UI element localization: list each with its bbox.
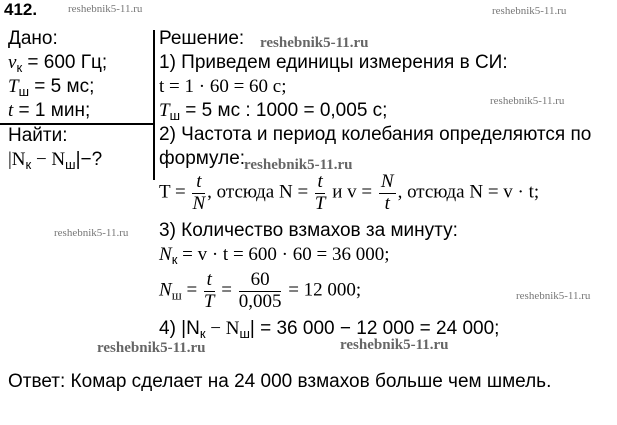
answer: Ответ: Комар сделает на 24 000 взмахов больше чем шмель.: [8, 371, 552, 392]
watermark: reshebnik5-11.ru: [68, 3, 143, 15]
solution-step2-line2: формуле:: [159, 148, 246, 169]
watermark: reshebnik5-11.ru: [54, 227, 129, 239]
find-heading: Найти:: [8, 125, 68, 146]
solution-step3: 3) Количество взмахов за минуту:: [159, 220, 458, 241]
given-time: t = 1 мин;: [8, 100, 91, 121]
given-solution-divider: [153, 30, 155, 180]
solution-step4: 4) $|N_к - N_ш| = 36$ 000 − 12 000 = 24 000;: [159, 318, 500, 341]
given-frequency: $v_к = 600$ Гц;: [8, 52, 108, 75]
problem-number: 412.: [4, 0, 38, 19]
solution-step2-line1: 2) Частота и период колебания определяются по: [159, 124, 592, 145]
time-conversion: t = 1 · 60 = 60 с;: [159, 76, 287, 97]
mosquito-flaps: $N_к = v \cdot t = 600 \cdot 60 = 36$ 000;: [159, 244, 390, 267]
bumblebee-flaps: $N_ш$ = $\frac{t}{T}$ = $\frac{60}{0,005}$ = 12 000;: [159, 269, 362, 312]
fraction-t-over-T: $\frac{t}{T}$: [203, 269, 215, 312]
find-expression: $|N_к - N_ш|-$?: [8, 149, 103, 172]
fraction-60-over-0005: $\frac{60}{0,005}$: [238, 269, 282, 312]
given-heading: Дано:: [8, 28, 58, 49]
fraction-t-over-T: $\frac{t}{T}$: [314, 171, 326, 214]
solution-heading: Решение:: [159, 28, 245, 49]
given-period: $T_ш = 5$ мс;: [8, 76, 95, 99]
watermark: reshebnik5-11.ru: [490, 95, 565, 107]
watermark: reshebnik5-11.ru: [516, 290, 591, 302]
solution-step1: 1) Приведем единицы измерения в СИ:: [159, 52, 508, 73]
watermark: reshebnik5-11.ru: [97, 340, 206, 356]
period-conversion: $T_ш = 5$ мс : 1000 = 0,005 с;: [159, 100, 388, 123]
fraction-t-over-N: $\frac{t}{N}$: [192, 171, 206, 214]
fraction-N-over-t: $\frac{N}{t}$: [380, 171, 394, 214]
watermark: reshebnik5-11.ru: [244, 157, 353, 173]
watermark: reshebnik5-11.ru: [340, 337, 449, 353]
watermark: reshebnik5-11.ru: [260, 35, 369, 51]
period-frequency-formula: T = $\frac{t}{N}$ , отсюда N = $\frac{t}{T}$ и v = $\frac{N}{t}$ , отсюда N = v · t;: [159, 171, 540, 214]
watermark: reshebnik5-11.ru: [492, 5, 567, 17]
